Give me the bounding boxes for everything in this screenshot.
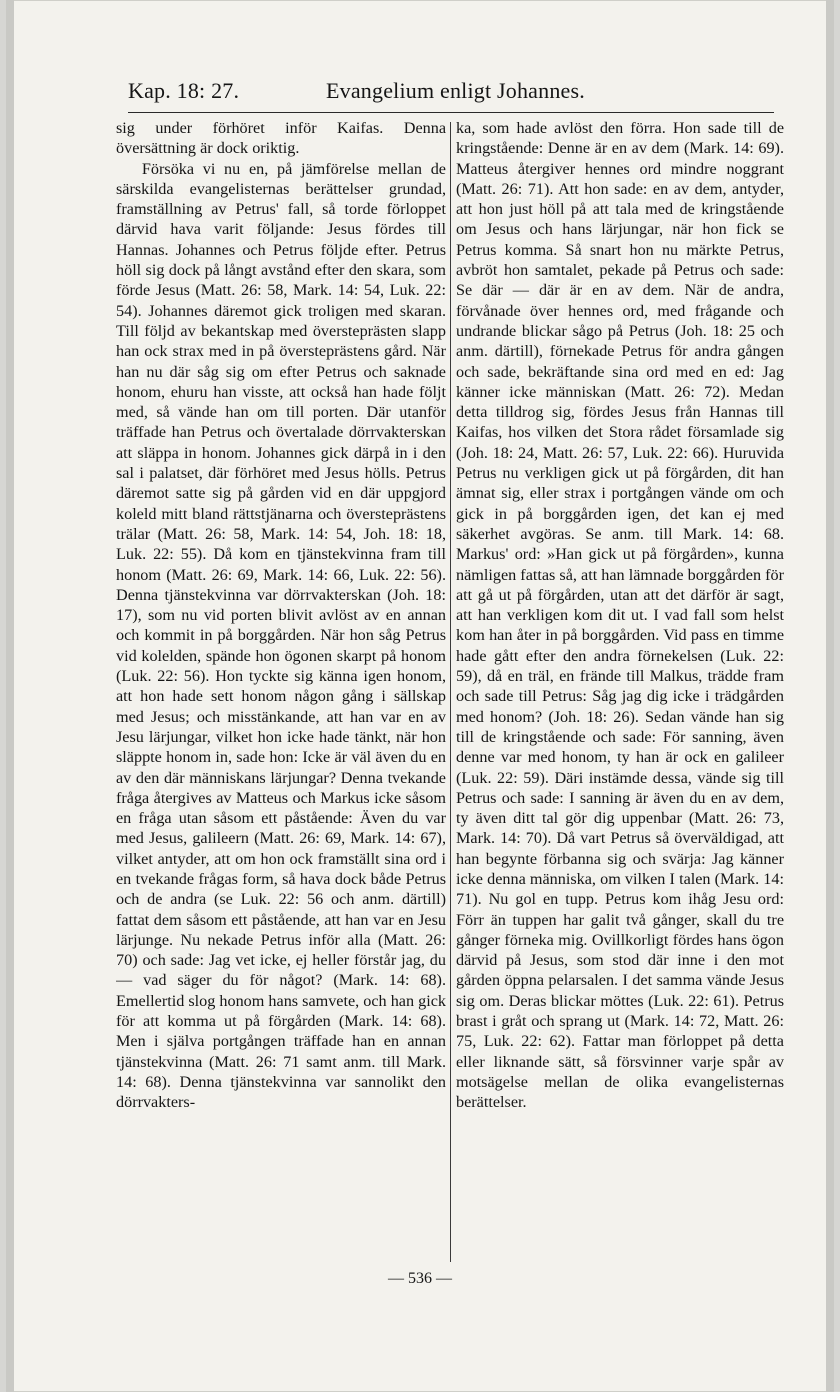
- page-edge-right: [826, 0, 834, 1392]
- running-title: Evangelium enligt Johannes.: [326, 78, 585, 103]
- left-paragraph-2: Försöka vi nu en, på jämförelse mellan de särskilda evangelisternas berättelser grundad, framställning av Petrus' fall, så torde förloppet därvid hava varit följande: Jesus fördes till Hannas. Johannes och Petrus följde efter. Petrus höll sig dock på långt avstånd efter den skara, som förde Jesus (Matt. 26: 58, Mark. 14: 54, Luk. 22: 54). Johannes däremot gick troligen med skaran. Till följd av bekantskap med översteprästen slapp han ock strax med in på översteprästens gård. När han nu där såg sig om efter Petrus och saknade honom, ehuru han visste, att också han hade följt med, så vände han om till porten. Där utanför träffade han Petrus och övertalade dörrvakterskan att släppa in honom. Johannes gick därpå in i den sal i palatset, där förhöret med Jesus hölls. Petrus däremot satte sig på gården vid en där uppgjord koleld mitt bland rättstjänarna och översteprästens trälar (Matt. 26: 58, Mark. 14: 54, Joh. 18: 18, Luk. 22: 55). Då kom en tjänstekvinna fram till honom (Matt. 26: 69, Mark. 14: 66, Luk. 22: 56). Denna tjänstekvinna var dörrvakterskan (Joh. 18: 17), som nu vid porten blivit avlöst av en annan och kommit in på borggården. När hon såg Petrus vid kolelden, spände hon ögonen skarpt på honom (Luk. 22: 56). Hon tyckte sig känna igen honom, att hon hade sett honom någon gång i sällskap med Jesus; och misstänkande, att han var en av Jesu lärjungar, vilket hon icke hade tänkt, när hon släppte honom in, sade hon: Icke är väl även du en av den där människans lärjungar? Denna tvekande fråga återgives av Matteus och Markus icke såsom en fråga utan såsom ett påstående: Även du var med Jesus, galileern (Matt. 26: 69, Mark. 14: 67), vilket antyder, att om hon ock framställt sina ord i en tvekande frågas form, så hava dock både Petrus och de andra (se Luk. 22: 56 och anm. därtill) fattat dem såsom ett påstående, att han var en Jesu lärjunge. Nu nekade Petrus inför alla (Matt. 26: 70) och sade: Jag vet icke, ej heller förstår jag, du — vad säger du för något? (Mark. 14: 68). Emellertid slog honom hans samvete, och han gick för att komma ut på förgården (Mark. 14: 68). Men i själva portgången träffade han en annan tjänstekvinna (Matt. 26: 71 samt anm. till Mark. 14: 68). Denna tjänstekvinna var sannolikt den dörrvakters-: [116, 159, 446, 1112]
- page-edge-left: [6, 0, 14, 1392]
- running-header: [126, 78, 774, 112]
- page-number: — 536 —: [388, 1270, 452, 1287]
- right-column: [456, 118, 784, 1264]
- header-rule: [128, 112, 774, 113]
- column-divider: [450, 122, 451, 1262]
- chapter-reference: Kap. 18: 27.: [128, 78, 240, 103]
- left-column: [116, 118, 446, 1264]
- left-paragraph-1: sig under förhöret inför Kaifas. Denna översättning är dock oriktig.: [116, 119, 446, 158]
- right-paragraph-1: ka, som hade avlöst den förra. Hon sade till de kringstående: Denne är en av dem (Mark. 14: 69). Matteus återgiver hennes ord mindre noggrant (Matt. 26: 71). Att hon sade: en av dem, antyder, att hon just höll på att tala med de kringstående om Jesus och hans lärjungar, när hon fick se Petrus komma. Så snart hon nu märkte Petrus, avbröt hon samtalet, pekade på Petrus och sade: Se där — där är en av dem. När de andra, förvånade över hennes ord, med frågande och undrande blickar sågo på Petrus (Joh. 18: 25 och anm. därtill), förnekade Petrus för andra gången och sade, bekräftande sina ord med en ed: Jag känner icke människan (Matt. 26: 72). Medan detta tilldrog sig, fördes Jesus från Hannas till Kaifas, hos vilken det Stora rådet församlade sig (Joh. 18: 24, Matt. 26: 57, Luk. 22: 66). Huruvida Petrus nu verkligen gick ut på förgården, dit han ämnat sig, eller strax i portgången vände om och gick in på borggården igen, det kan ej med säkerhet avgöras. Se anm. till Mark. 14: 68. Markus' ord: »Han gick ut på förgården», kunna nämligen fattas så, att han lämnade borggården för att gå ut på förgården, utan att det därför är sagt, att han verkligen kom dit ut. I vad fall som helst kom han åter in på borggården. Vid pass en timme hade gått efter den andra förnekelsen (Luk. 22: 59), då en träl, en frände till Malkus, trädde fram och sade till Petrus: Såg jag dig icke i trädgården med honom? (Joh. 18: 26). Sedan vände han sig till de kringstående och sade: För sanning, även denne var med honom, ty han är ock en galileer (Luk. 22: 59). Däri instämde dessa, vände sig till Petrus och sade: I sanning är även du en av dem, ty även ditt tal gör dig uppenbar (Matt. 26: 73, Mark. 14: 70). Då vart Petrus så överväldigad, att han begynte förbanna sig och svärja: Jag känner icke denna människa, om vilken I talen (Mark. 14: 71). Nu gol en tupp. Petrus kom ihåg Jesu ord: Förr än tuppen har galit två gånger, skall du tre gånger förneka mig. Ovillkorligt fördes hans ögon därvid på Jesus, som stod där inne i den mot gården öppna pelarsalen. I det samma vände Jesus sig om. Deras blickar möttes (Luk. 22: 61). Petrus brast i gråt och sprang ut (Mark. 14: 72, Matt. 26: 75, Luk. 22: 62). Fattar man förloppet på detta eller liknande sätt, så försvinner varje spår av motsägelse mellan de olika evangelisternas berättelser.: [456, 119, 784, 1112]
